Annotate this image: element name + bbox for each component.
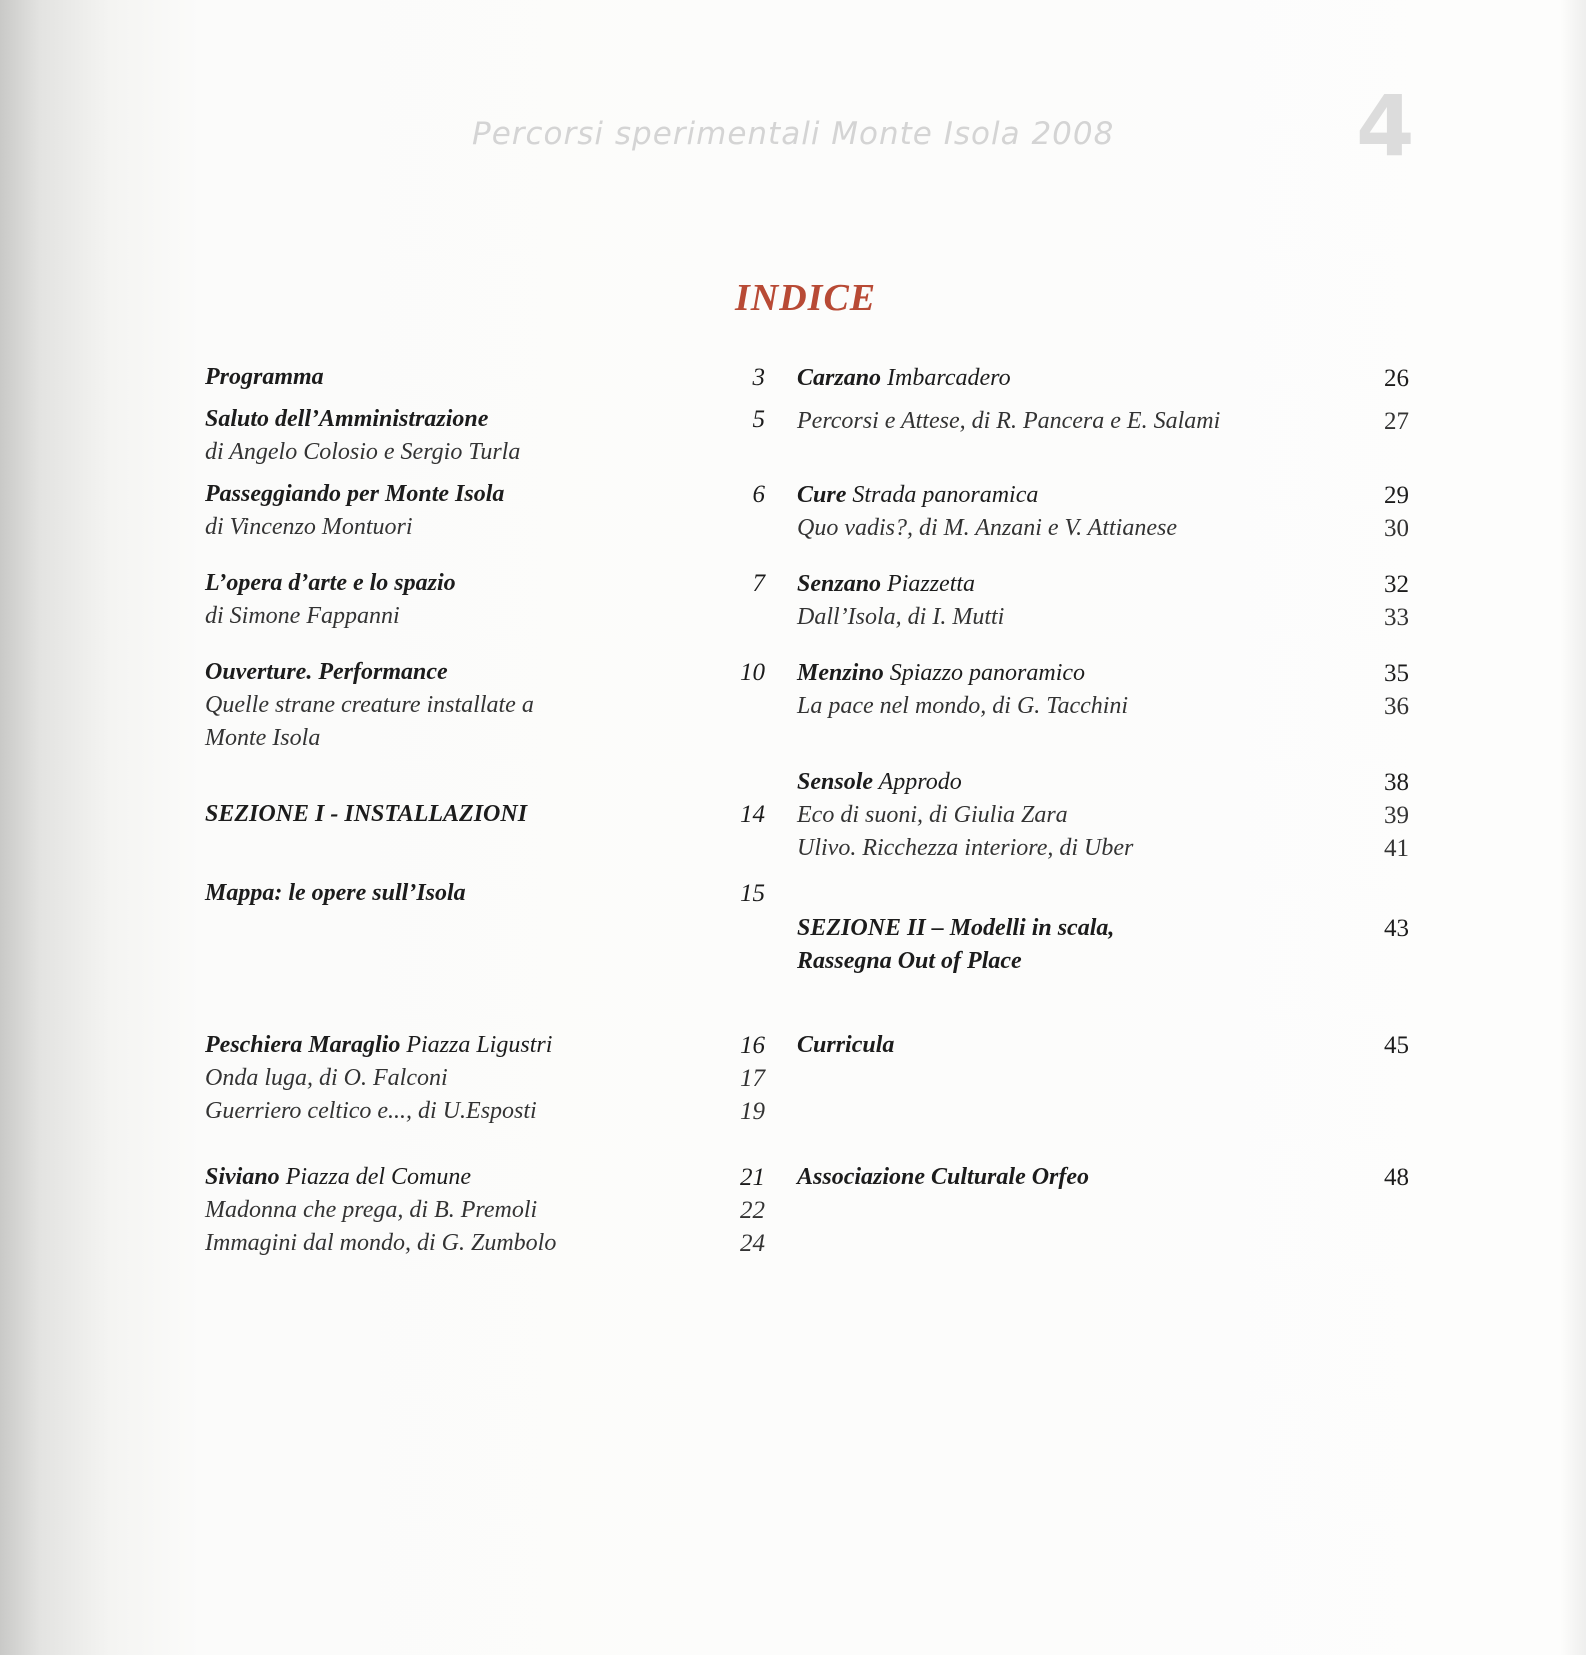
entry-page: 15 [740,880,765,907]
entry-author: di Angelo Colosio e Sergio Turla [205,439,521,465]
entry-page: 43 [1384,915,1409,942]
toc-subentry[interactable] [797,512,1409,545]
place-spot: Piazza del Comune [285,1164,472,1190]
entry-page: 35 [1384,660,1409,687]
entry-page: 6 [752,481,765,508]
place-name: Cure [797,482,847,508]
toc-entry-sezione-2[interactable] [797,912,1409,978]
entry-author: di Simone Fappanni [205,603,400,629]
section-title: SEZIONE I - INSTALLAZIONI [205,801,528,827]
toc-entry-senzano[interactable] [797,568,1409,634]
toc-entry-peschiera[interactable] [205,1029,765,1128]
place-name: Sensole [797,769,874,795]
toc-entry-programma[interactable] [205,361,765,394]
entry-title: Programma [205,364,324,390]
running-header: Percorsi sperimentali Monte Isola 2008 [472,116,1115,152]
entry-page: 14 [740,801,765,828]
place-name: Senzano [797,571,882,597]
subentry-title: La pace nel mondo, di G. Tacchini [797,693,1129,719]
entry-title: Ouverture. Performance [205,659,448,685]
toc-subentry[interactable] [205,1194,765,1227]
subentry-page: 39 [1384,802,1409,829]
subentry-title: Dall’Isola, di I. Mutti [797,604,1005,630]
toc-entry-carzano[interactable] [797,362,1409,438]
entry-author: di Vincenzo Montuori [205,514,413,540]
entry-title: Curricula [797,1032,895,1058]
place-spot: Approdo [878,769,962,795]
subentry-page: 19 [740,1098,765,1125]
entry-page: 26 [1384,365,1409,392]
place-spot: Imbarcadero [887,365,1011,391]
entry-page: 45 [1384,1032,1409,1059]
toc-subentry[interactable] [205,1227,765,1260]
entry-page: 3 [752,364,765,391]
subentry-title: Guerriero celtico e..., di U.Esposti [205,1098,537,1124]
subentry-title: Ulivo. Ricchezza interiore, di Uber [797,835,1134,861]
entry-page: 38 [1384,769,1409,796]
toc-subentry[interactable] [797,832,1409,865]
subentry-title: Percorsi e Attese, di R. Pancera e E. Salami [797,408,1221,434]
place-name: Carzano [797,365,882,391]
entry-page: 7 [752,570,765,597]
entry-subtitle: Quelle strane creature installate a [205,692,534,718]
entry-title: L’opera d’arte e lo spazio [205,570,456,596]
toc-entry-siviano[interactable] [205,1161,765,1260]
entry-title: Associazione Culturale Orfeo [797,1164,1090,1190]
entry-page: 16 [740,1032,765,1059]
toc-subentry[interactable] [797,799,1409,832]
toc-entry-ouverture[interactable] [205,656,765,755]
toc-entry-opera[interactable] [205,567,765,633]
toc-subentry[interactable] [797,405,1409,438]
entry-page: 48 [1384,1164,1409,1191]
toc-entry-sezione-1[interactable] [205,798,765,831]
place-spot: Piazzetta [887,571,976,597]
entry-title: Mappa: le opere sull’Isola [205,880,466,906]
toc-entry-saluto[interactable] [205,403,765,469]
toc-entry-cure[interactable] [797,479,1409,545]
toc-subentry[interactable] [205,1095,765,1128]
place-spot: Spiazzo panoramico [889,660,1086,686]
toc-entry-passeggiando[interactable] [205,478,765,544]
subentry-page: 24 [740,1230,765,1257]
toc-entry-orfeo[interactable] [797,1161,1409,1194]
toc-entry-sensole[interactable] [797,766,1409,865]
entry-page: 32 [1384,571,1409,598]
entry-page: 5 [752,406,765,433]
page-number: 4 [1356,77,1415,175]
subentry-page: 17 [740,1065,765,1092]
subentry-title: Quo vadis?, di M. Anzani e V. Attianese [797,515,1177,541]
index-title: INDICE [735,277,877,319]
subentry-page: 36 [1384,693,1409,720]
subentry-title: Onda luga, di O. Falconi [205,1065,448,1091]
subentry-page: 27 [1384,408,1409,435]
toc-subentry[interactable] [797,601,1409,634]
place-name: Siviano [205,1164,280,1190]
place-name: Menzino [797,660,884,686]
subentry-page: 41 [1384,835,1409,862]
entry-page: 29 [1384,482,1409,509]
place-name: Peschiera Maraglio [205,1032,401,1058]
entry-title: Passeggiando per Monte Isola [205,481,505,507]
toc-entry-curricula[interactable] [797,1029,1409,1062]
subentry-title: Eco di suoni, di Giulia Zara [797,802,1068,828]
toc-subentry[interactable] [797,690,1409,723]
subentry-page: 33 [1384,604,1409,631]
section-title-cont: Rassegna Out of Place [797,948,1022,974]
entry-page: 21 [740,1164,765,1191]
toc-subentry[interactable] [205,1062,765,1095]
toc-entry-mappa[interactable] [205,877,765,910]
toc-entry-menzino[interactable] [797,657,1409,723]
place-spot: Piazza Ligustri [406,1032,553,1058]
subentry-title: Madonna che prega, di B. Premoli [205,1197,538,1223]
entry-subtitle: Monte Isola [205,725,321,751]
subentry-page: 30 [1384,515,1409,542]
entry-title: Saluto dell’Amministrazione [205,406,489,432]
section-title: SEZIONE II – Modelli in scala, [797,915,1115,941]
place-spot: Strada panoramica [852,482,1039,508]
subentry-title: Immagini dal mondo, di G. Zumbolo [205,1230,557,1256]
subentry-page: 22 [740,1197,765,1224]
entry-page: 10 [740,659,765,686]
